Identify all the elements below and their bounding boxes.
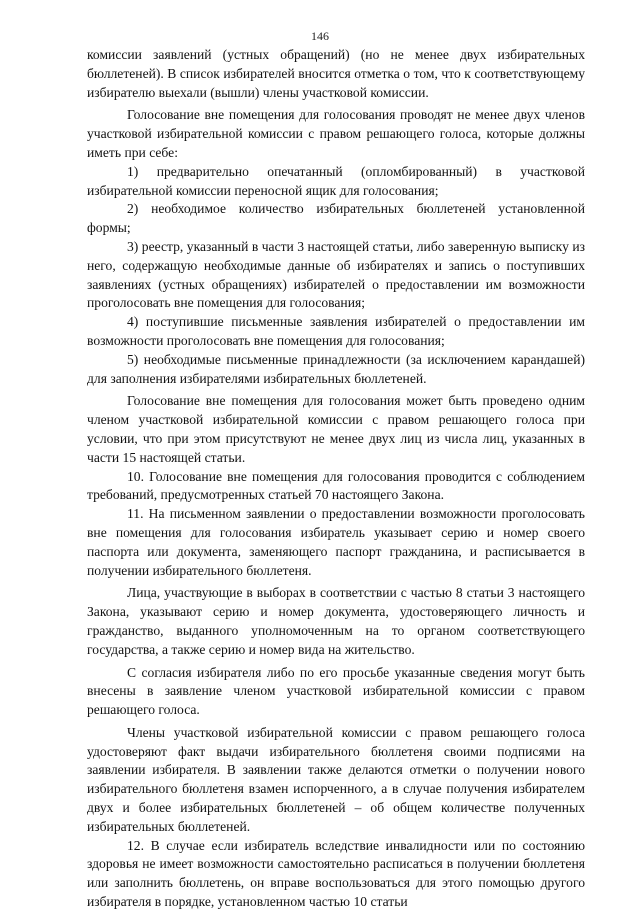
page-number: 146 — [311, 29, 329, 43]
paragraph: 5) необходимые письменные принадлежности (за исключением карандашей) для заполнения избирателями избирательных бюллетеней. — [87, 351, 585, 386]
paragraph: Голосование вне помещения для голосования проводят не менее двух членов участковой избирательной комиссии с правом решающего голоса, которые должны иметь при себе: — [87, 107, 585, 160]
paragraph: 10. Голосование вне помещения для голосования проводится с соблюдением требований, предусмотренных статьей 70 настоящего Закона. — [87, 468, 585, 503]
paragraph: Лица, участвующие в выборах в соответствии с частью 8 статьи 3 настоящего Закона, указывают серию и номер документа, удостоверяющего личность и гражданство, выданного уполномоченным на то органом соответствующего государства, а также серию и номер вида на жительство. — [87, 585, 585, 657]
page-body — [87, 46, 585, 912]
paragraph: 4) поступившие письменные заявления избирателей о предоставлении им возможности проголосовать вне помещения для голосования; — [87, 314, 585, 348]
paragraph: Голосование вне помещения для голосования может быть проведено одним членом участковой избирательной комиссии с правом решающего голоса при условии, что при этом присутствуют не менее двух лиц из числа лиц, указанных в части 15 настоящей статьи. — [87, 393, 585, 465]
paragraph: 12. В случае если избиратель вследствие инвалидности или по состоянию здоровья не имеет возможности самостоятельно расписаться в получении бюллетеня или заполнить бюллетень, он вправе воспользоваться для этого помощью другого избирателя в порядке, установленном частью 10 статьи — [87, 837, 585, 910]
paragraph: 11. На письменном заявлении о предоставлении возможности проголосовать вне помещения для голосования избиратель указывает серию и номер своего паспорта или документа, заменяющего паспорт гражданина, и расписывается в получении избирательного бюллетеня. — [87, 506, 585, 578]
paragraph: комиссии заявлений (устных обращений) (но не менее двух избирательных бюллетеней). В список избирателей вносится отметка о том, что к соответствующему избирателю выехали (вышли) члены участковой комиссии. — [87, 47, 585, 100]
paragraph: 2) необходимое количество избирательных бюллетеней установленной формы; — [87, 201, 585, 236]
paragraph: 1) предварительно опечатанный (опломбированный) в участковой избирательной комиссии переносной ящик для голосования; — [87, 163, 585, 198]
paragraph: С согласия избирателя либо по его просьбе указанные сведения могут быть внесены в заявление членом участковой избирательной комиссии с правом решающего голоса. — [87, 664, 585, 718]
paragraph: 3) реестр, указанный в части 3 настоящей статьи, либо заверенную выписку из него, содержащую необходимые данные об избирателях и запись о поступивших заявлениях (устных обращениях) избирателей о предоставлении им возможности проголосовать вне помещения для голосования; — [87, 238, 585, 311]
paragraph: Члены участковой избирательной комиссии с правом решающего голоса удостоверяют факт выдачи избирательного бюллетеня своими подписями на заявлении избирателя. В заявлении также делаются отметки о получении нового избирательного бюллетеня взамен испорченного, а в случае получения избирателем двух и более избирательных бюллетеней – об общем количестве полученных избирательных бюллетеней. — [87, 724, 585, 834]
